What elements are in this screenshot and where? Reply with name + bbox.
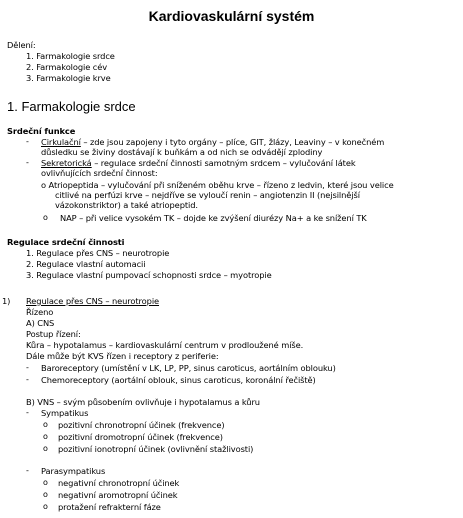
circulatory-continuation: důsledku se živiny dostávají k buňkám a od nich se odvádějí zplodiny: [41, 147, 323, 157]
cns-line-1: Řízeno: [26, 307, 54, 317]
circle-bullet-icon: o: [43, 444, 48, 453]
dash-bullet: -: [26, 363, 29, 372]
parasympathetic-item-1: negativní chronotropní účinek: [58, 478, 180, 488]
cns-line-3: Postup řízení:: [26, 329, 81, 339]
regulation-item-2: 2. Regulace vlastní automacii: [26, 259, 146, 269]
circulatory-line: [41, 137, 384, 147]
circle-bullet-icon: o: [43, 420, 48, 429]
circle-bullet-icon: o: [43, 478, 48, 487]
parasympathetic-label: Parasympatikus: [41, 466, 106, 476]
nap-line: NAP – při velice vysokém TK – dojde ke zvýšení diurézy Na+ a ke snížení TK: [60, 213, 367, 223]
division-item-2: 2. Farmakologie cév: [26, 62, 108, 72]
cns-line-2: A) CNS: [26, 318, 55, 328]
sympathetic-label: Sympatikus: [41, 408, 89, 418]
dash-bullet: -: [26, 375, 29, 384]
circulatory-text: – zde jsou zapojeny i tyto orgány – plíce, GIT, žlázy, Leaviny – v konečném: [80, 137, 385, 147]
parasympathetic-item-2: negativní aromotropní účinek: [58, 490, 178, 500]
sympathetic-item-3: pozitivní ionotropní účinek (ovlivnění stažlivosti): [58, 444, 254, 454]
cns-section-number: 1): [2, 296, 11, 306]
cardiac-functions-heading: Srdeční funkce: [7, 126, 76, 136]
receptor-item-2: Chemoreceptory (aortální oblouk, sinus caroticus, koronální řečiště): [41, 375, 316, 385]
cns-line-5: Dále může být KVS řízen i receptory z periferie:: [26, 351, 219, 361]
atriopeptide-line-1: o Atriopeptida – vylučování při sníženém oběhu krve – řízeno z ledvin, které jsou velice: [41, 180, 394, 190]
secretory-continuation: ovlivňujících srdeční činnost:: [41, 168, 158, 178]
section-heading: 1. Farmakologie srdce: [7, 99, 136, 114]
dash-bullet: -: [26, 137, 29, 146]
atriopeptide-line-3: vázokonstriktor) a také atriopeptid.: [55, 200, 198, 210]
circle-bullet-icon: o: [43, 213, 48, 222]
dash-bullet: -: [26, 158, 29, 167]
cns-section-heading: Regulace přes CNS – neurotropie: [26, 296, 160, 306]
dash-bullet: -: [26, 466, 29, 475]
cns-line-4: Kůra – hypotalamus – kardiovaskulární centrum v prodloužené míše.: [26, 340, 304, 350]
circle-bullet-icon: o: [43, 502, 48, 511]
division-item-3: 3. Farmakologie krve: [26, 73, 111, 83]
document-title: Kardiovaskulární systém: [148, 8, 315, 24]
division-item-1: 1. Farmakologie srdce: [26, 51, 115, 61]
secretory-text: – regulace srdeční činnosti samotným srdcem – vylučování látek: [91, 158, 356, 168]
regulation-item-1: 1. Regulace přes CNS – neurotropie: [26, 248, 170, 258]
sympathetic-item-1: pozitivní chronotropní účinek (frekvence): [58, 420, 225, 430]
secretory-term: Sekretorická: [41, 158, 92, 168]
circulatory-term: Cirkulační: [41, 137, 81, 147]
vns-line: B) VNS – svým působením ovlivňuje i hypotalamus a kůru: [26, 397, 260, 407]
circle-bullet-icon: o: [43, 432, 48, 441]
regulation-item-3: 3. Regulace vlastní pumpovací schopnosti srdce – myotropie: [26, 270, 272, 280]
division-label: Dělení:: [7, 40, 36, 50]
dash-bullet: -: [26, 408, 29, 417]
secretory-line: [41, 158, 356, 168]
receptor-item-1: Baroreceptory (umístění v LK, LP, PP, sinus caroticus, aortálním oblouku): [41, 363, 336, 373]
circle-bullet-icon: o: [43, 490, 48, 499]
regulation-heading: Regulace srdeční činnosti: [7, 237, 125, 247]
atriopeptide-line-2: citlivé na perfúzi krve – nejdříve se vyloučí renin – angiotenzin II (nejsilnější: [55, 190, 360, 200]
sympathetic-item-2: pozitivní dromotropní účinek (frekvence): [58, 432, 223, 442]
parasympathetic-item-3: protažení refrakterní fáze: [58, 502, 161, 512]
